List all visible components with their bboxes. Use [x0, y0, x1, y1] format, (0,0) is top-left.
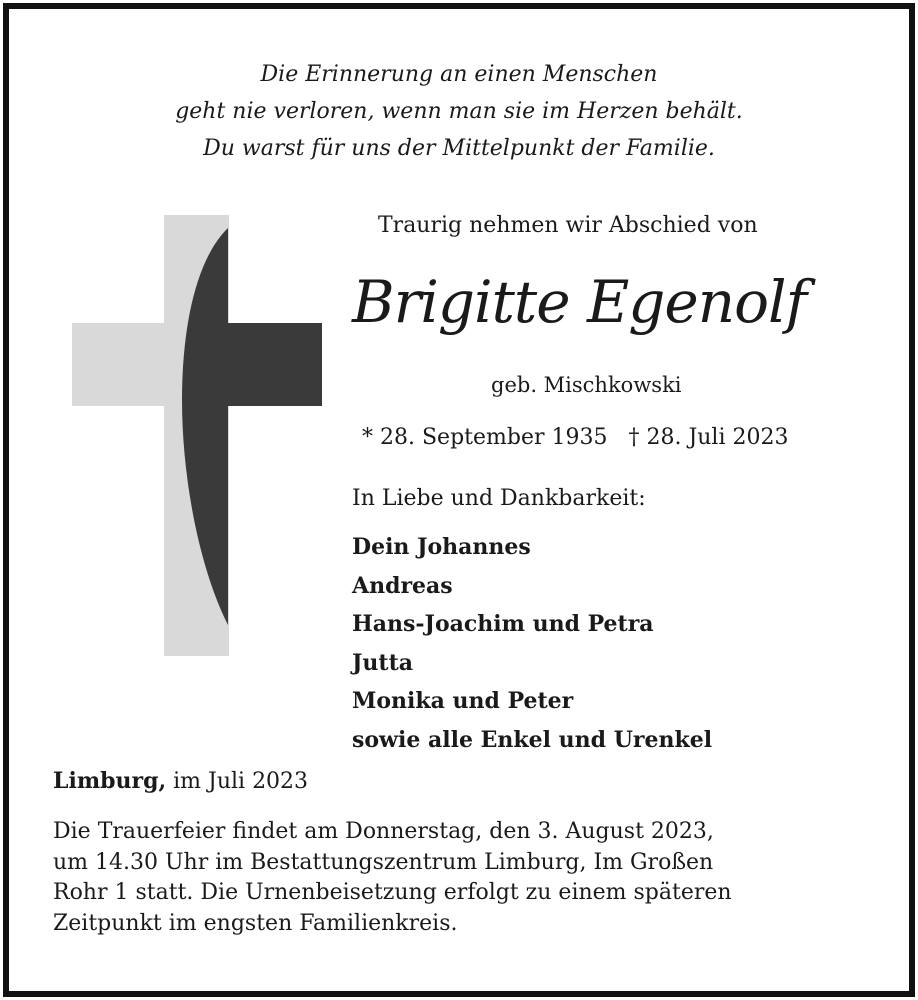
- motto-line: geht nie verloren, wenn man sie im Herzen behält.: [175, 99, 743, 124]
- place-month: im Juli 2023: [166, 769, 309, 794]
- death-date: † 28. Juli 2023: [628, 425, 789, 450]
- family-list: [352, 528, 712, 759]
- family-member: Jutta: [352, 649, 413, 676]
- family-member: Andreas: [352, 572, 453, 599]
- life-dates: [362, 425, 788, 450]
- intro-text: Traurig nehmen wir Abschied von: [378, 213, 758, 238]
- funeral-notice: [53, 817, 732, 939]
- place-city: Limburg,: [53, 768, 167, 794]
- deceased-name: Brigitte Egenolf: [352, 268, 807, 336]
- motto-line: Die Erinnerung an einen Menschen: [260, 62, 658, 87]
- dedication: In Liebe und Dankbarkeit:: [352, 486, 646, 511]
- motto-line: Du warst für uns der Mittelpunkt der Familie.: [203, 136, 715, 161]
- family-member: Monika und Peter: [352, 688, 574, 714]
- notice-line: um 14.30 Uhr im Bestattungszentrum Limburg, Im Großen: [53, 849, 714, 875]
- family-member: sowie alle Enkel und Urenkel: [352, 726, 713, 753]
- birth-date: * 28. September 1935: [362, 425, 608, 450]
- notice-line: Die Trauerfeier findet am Donnerstag, den 3. August 2023,: [53, 819, 714, 844]
- family-member: Hans-Joachim und Petra: [352, 611, 654, 637]
- place-date: [53, 768, 308, 794]
- family-member: Dein Johannes: [352, 534, 531, 560]
- notice-line: Rohr 1 statt. Die Urnenbeisetzung erfolgt zu einem späteren: [53, 880, 732, 905]
- birth-name: geb. Mischkowski: [491, 373, 682, 397]
- notice-line: Zeitpunkt im engsten Familienkreis.: [53, 910, 458, 936]
